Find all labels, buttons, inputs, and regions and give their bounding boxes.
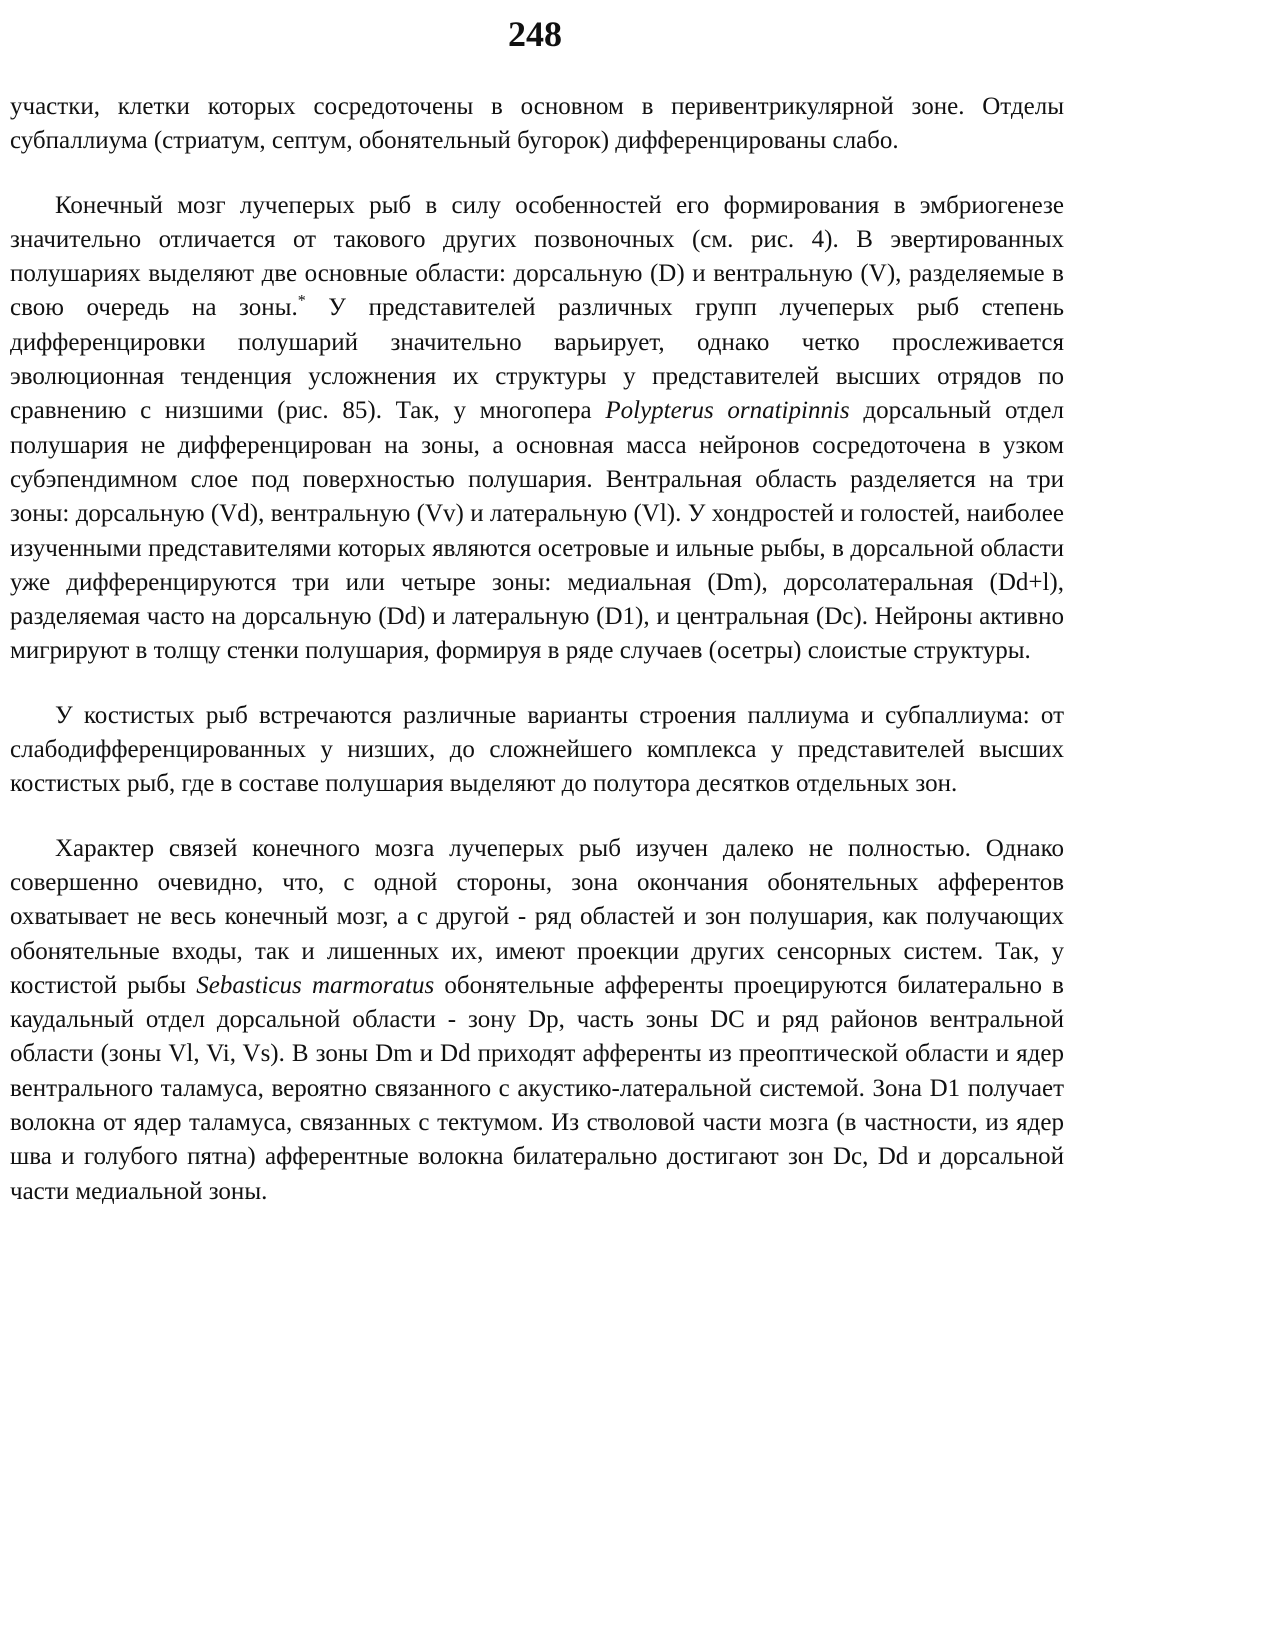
paragraph-telencephalon-structure — [10, 189, 1064, 669]
species-name: Sebasticus marmoratus — [196, 971, 435, 999]
paragraph-text: дорсальный отдел полушария не дифференцирован на зоны, а основная масса нейронов сосредоточена в узком субэпендимном слое под поверхностью полушария. Вентральная область разделяется на три зоны: дорсальную (Vd), вентральную (Vv) и латеральную (Vl). У хондростей и голостей, наиболее изученными представителями которых являются осетровые и ильные рыбы, в дорсальной области уже дифференцируются три или четыре зоны: медиальная (Dm), дорсолатеральная (Dd+l), разделяемая часто на дорсальную (Dd) и латеральную (D1), и центральная (Dc). Нейроны активно мигрируют в толщу стенки полушария, формируя в ряде случаев (осетры) слоистые структуры. — [10, 397, 1064, 665]
paragraph-teleost-variants: У костистых рыб встречаются различные варианты строения паллиума и субпаллиума: от слабодифференцированных у низших, до сложнейшего комплекса у представителей высших костистых рыб, где в составе полушария выделяют до полутора десятков отдельных зон. — [10, 701, 1064, 798]
species-name: Polypterus ornatipinnis — [605, 397, 850, 425]
paragraph-connections — [10, 832, 1064, 1209]
document-body — [10, 90, 1064, 1239]
paragraph-text: Характер связей конечного мозга лучеперых рыб изучен далеко не полностью. Однако совершенно очевидно, что, с одной стороны, зона окончания обонятельных афферентов охватывает не весь конечный мозг, а с другой - ряд областей и зон полушария, как получающих обонятельные входы, так и лишенных их, имеют проекции других сенсорных систем. Так, у костистой рыбы — [10, 834, 1064, 999]
paragraph-text: У представителей различных групп лучеперых рыб степень дифференцировки полушарий значительно варьирует, однако четко прослеживается эволюционная тенденция усложнения их структуры у представителей высших отрядов по сравнению с низшими (рис. 85). Так, у многопера — [10, 294, 1064, 425]
paragraph-text: обонятельные афференты проецируются билатерально в каудальный отдел дорсальной области - зону Dp, часть зоны DC и ряд районов вентральной области (зоны Vl, Vi, Vs). В зоны Dm и Dd приходят афференты из преоптической области и ядер вентрального таламуса, вероятно связанного с акустико-латеральной системой. Зона D1 получает волокна от ядер таламуса, связанных с тектумом. Из стволовой части мозга (в частности, из ядер шва и голубого пятна) афферентные волокна билатерально достигают зон Dc, Dd и дорсальной части медиальной зоны. — [10, 971, 1064, 1205]
paragraph-text: Конечный мозг лучеперых рыб в силу особенностей его формирования в эмбриогенезе значительно отличается от такового других позвоночных (см. рис. 4). В эвертированных полушариях выделяют две основные области: дорсальную (D) и вентральную (V), разделяемые в свою очередь на зоны. — [10, 191, 1064, 322]
page-number: 248 — [508, 14, 562, 54]
paragraph-continuation: участки, клетки которых сосредоточены в основном в перивентрикулярной зоне. Отделы субпаллиума (стриатум, септум, обонятельный бугорок) дифференцированы слабо. — [10, 93, 1064, 155]
footnote-marker: * — [297, 293, 306, 311]
